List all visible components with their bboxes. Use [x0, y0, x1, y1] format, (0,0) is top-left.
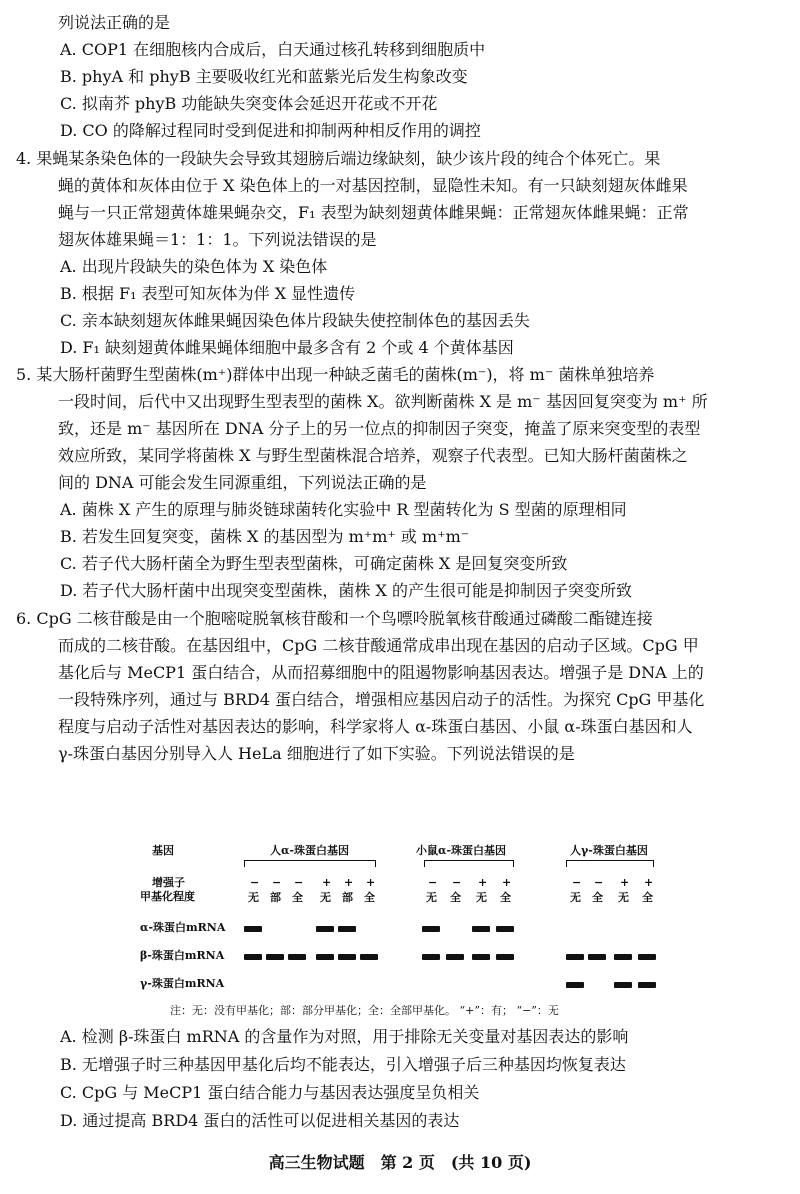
enhancer-label: 增强子 — [152, 876, 185, 889]
enhancer-mark: + — [502, 876, 512, 889]
gene-group-title: 人α-珠蛋白基因 — [270, 844, 350, 857]
methylation-level: 无 — [476, 891, 487, 904]
figure-note: 注：无：没有甲基化；部：部分甲基化；全：全部甲基化。 “+”：有； “−”：无 — [170, 1004, 559, 1017]
mrna-band — [472, 954, 490, 960]
text-line: C. 拟南芥 phyB 功能缺失突变体会延迟开花或不开花 — [60, 94, 438, 113]
methylation-level: 部 — [270, 891, 281, 904]
mrna-band — [338, 926, 356, 932]
methylation-level: 全 — [292, 891, 303, 904]
mrna-band — [614, 954, 632, 960]
text-line: D. F₁ 缺刻翅黄体雌果蝇体细胞中最多含有 2 个或 4 个黄体基因 — [60, 338, 514, 357]
text-line: 基化后与 MeCP1 蛋白结合，从而招募细胞中的阻遏物影响基因表达。增强子是 DNA 上的 — [58, 663, 704, 682]
mrna-band — [588, 954, 606, 960]
mrna-band — [316, 954, 334, 960]
methylation-level: 全 — [450, 891, 461, 904]
mrna-band — [566, 982, 584, 988]
methylation-level: 全 — [500, 891, 511, 904]
page-footer: 高三生物试题 第 2 页 (共 10 页) — [268, 1153, 532, 1172]
text-line: 致，还是 m⁻ 基因所在 DNA 分子上的另一位点的抑制因子突变，掩盖了原来突变型的表型 — [58, 419, 701, 438]
text-line: C. 亲本缺刻翅灰体雌果蝇因染色体片段缺失使控制体色的基因丢失 — [60, 311, 530, 330]
text-line: 而成的二核苷酸。在基因组中，CpG 二核苷酸通常成串出现在基因的启动子区域。CpG 甲 — [58, 636, 699, 655]
text-line: γ-珠蛋白基因分别导入人 HeLa 细胞进行了如下实验。下列说法错误的是 — [58, 744, 575, 763]
mrna-band — [566, 954, 584, 960]
mrna-band — [446, 954, 464, 960]
question-6-option: D. 通过提高 BRD4 蛋白的活性可以促进相关基因的表达 — [60, 1111, 460, 1130]
methylation-level: 无 — [570, 891, 581, 904]
enhancer-mark: + — [344, 876, 354, 889]
mrna-band — [472, 926, 490, 932]
mrna-row-label: β-珠蛋白mRNA — [140, 949, 225, 962]
enhancer-mark: + — [478, 876, 488, 889]
mrna-band — [266, 954, 284, 960]
text-line: 4. 果蝇某条染色体的一段缺失会导致其翅膀后端边缘缺刻，缺少该片段的纯合个体死亡。果 — [16, 149, 661, 168]
text-line: 5. 某大肠杆菌野生型菌株(m⁺)群体中出现一种缺乏菌毛的菌株(m⁻)，将 m⁻ 菌株单独培养 — [16, 365, 655, 384]
mrna-band — [496, 954, 514, 960]
text-line: B. phyA 和 phyB 主要吸收红光和蓝紫光后发生构象改变 — [60, 67, 468, 86]
gene-label: 基因 — [152, 844, 174, 857]
methylation-level: 无 — [320, 891, 331, 904]
gene-group-title: 人γ-珠蛋白基因 — [570, 844, 648, 857]
methylation-level: 无 — [426, 891, 437, 904]
mrna-band — [496, 926, 514, 932]
enhancer-mark: + — [644, 876, 654, 889]
text-line: A. COP1 在细胞核内合成后，白天通过核孔转移到细胞质中 — [60, 40, 486, 59]
text-line: 一段时间，后代中又出现野生型表型的菌株 X。欲判断菌株 X 是 m⁻ 基因回复突变为 m⁺ 所 — [58, 392, 708, 411]
methylation-level: 全 — [592, 891, 603, 904]
text-line: D. CO 的降解过程同时受到促进和抑制两种相反作用的调控 — [60, 121, 481, 140]
enhancer-mark: − — [594, 876, 604, 889]
text-line: 蝇与一只正常翅黄体雄果蝇杂交，F₁ 表型为缺刻翅黄体雌果蝇：正常翅灰体雌果蝇：正常 — [58, 203, 689, 222]
enhancer-mark: + — [322, 876, 332, 889]
enhancer-mark: − — [572, 876, 582, 889]
mrna-band — [638, 982, 656, 988]
methylation-level: 全 — [364, 891, 375, 904]
text-line: 效应所致，某同学将菌株 X 与野生型菌株混合培养，观察子代表型。已知大肠杆菌菌株之 — [58, 446, 688, 465]
text-line: 程度与启动子活性对基因表达的影响，科学家将人 α-珠蛋白基因、小鼠 α-珠蛋白基因和人 — [58, 717, 693, 736]
text-line: B. 根据 F₁ 表型可知灰体为伴 X 显性遗传 — [60, 284, 356, 303]
mrna-band — [288, 954, 306, 960]
gene-group-title: 小鼠α-珠蛋白基因 — [416, 844, 507, 857]
mrna-band — [360, 954, 378, 960]
mrna-band — [422, 926, 440, 932]
text-line: 间的 DNA 可能会发生同源重组，下列说法正确的是 — [58, 473, 427, 492]
text-line: 蝇的黄体和灰体由位于 X 染色体上的一对基因控制，显隐性未知。有一只缺刻翅灰体雌果 — [58, 176, 688, 195]
experiment-figure — [120, 842, 700, 1022]
mrna-band — [614, 982, 632, 988]
text-line: 列说法正确的是 — [58, 13, 171, 32]
mrna-row-label: γ-珠蛋白mRNA — [140, 977, 225, 990]
text-line: A. 出现片段缺失的染色体为 X 染色体 — [60, 257, 328, 276]
text-line: B. 若发生回复突变，菌株 X 的基因型为 m⁺m⁺ 或 m⁺m⁻ — [60, 527, 470, 546]
question-6-option: B. 无增强子时三种基因甲基化后均不能表达，引入增强子后三种基因均恢复表达 — [60, 1055, 626, 1074]
mrna-band — [638, 954, 656, 960]
methylation-label: 甲基化程度 — [140, 890, 195, 903]
question-6-option: C. CpG 与 MeCP1 蛋白结合能力与基因表达强度呈负相关 — [60, 1083, 480, 1102]
text-line: 一段特殊序列，通过与 BRD4 蛋白结合，增强相应基因启动子的活性。为探究 CpG 甲基化 — [58, 690, 705, 709]
mrna-band — [244, 926, 262, 932]
enhancer-mark: − — [272, 876, 282, 889]
methylation-level: 全 — [642, 891, 653, 904]
text-line: 6. CpG 二核苷酸是由一个胞嘧啶脱氧核苷酸和一个鸟嘌呤脱氧核苷酸通过磷酸二酯键连接 — [16, 609, 653, 628]
text-line: 翅灰体雄果蝇＝1：1：1。下列说法错误的是 — [58, 230, 377, 249]
group-bracket — [244, 860, 376, 867]
text-line: A. 菌株 X 产生的原理与肺炎链球菌转化实验中 R 型菌转化为 S 型菌的原理相同 — [60, 500, 627, 519]
enhancer-mark: + — [366, 876, 376, 889]
group-bracket — [424, 860, 514, 867]
group-bracket — [566, 860, 654, 867]
mrna-band — [316, 926, 334, 932]
mrna-band — [338, 954, 356, 960]
enhancer-mark: − — [294, 876, 304, 889]
text-line: D. 若子代大肠杆菌中出现突变型菌株，菌株 X 的产生很可能是抑制因子突变所致 — [60, 581, 632, 600]
methylation-level: 部 — [342, 891, 353, 904]
mrna-row-label: α-珠蛋白mRNA — [140, 921, 226, 934]
enhancer-mark: − — [428, 876, 438, 889]
enhancer-mark: + — [620, 876, 630, 889]
enhancer-mark: − — [452, 876, 462, 889]
question-6-option: A. 检测 β-珠蛋白 mRNA 的含量作为对照，用于排除无关变量对基因表达的影响 — [60, 1027, 629, 1046]
text-line: C. 若子代大肠杆菌全为野生型表型菌株，可确定菌株 X 是回复突变所致 — [60, 554, 568, 573]
methylation-level: 无 — [248, 891, 259, 904]
enhancer-mark: − — [250, 876, 260, 889]
mrna-band — [244, 954, 262, 960]
methylation-level: 无 — [618, 891, 629, 904]
mrna-band — [422, 954, 440, 960]
